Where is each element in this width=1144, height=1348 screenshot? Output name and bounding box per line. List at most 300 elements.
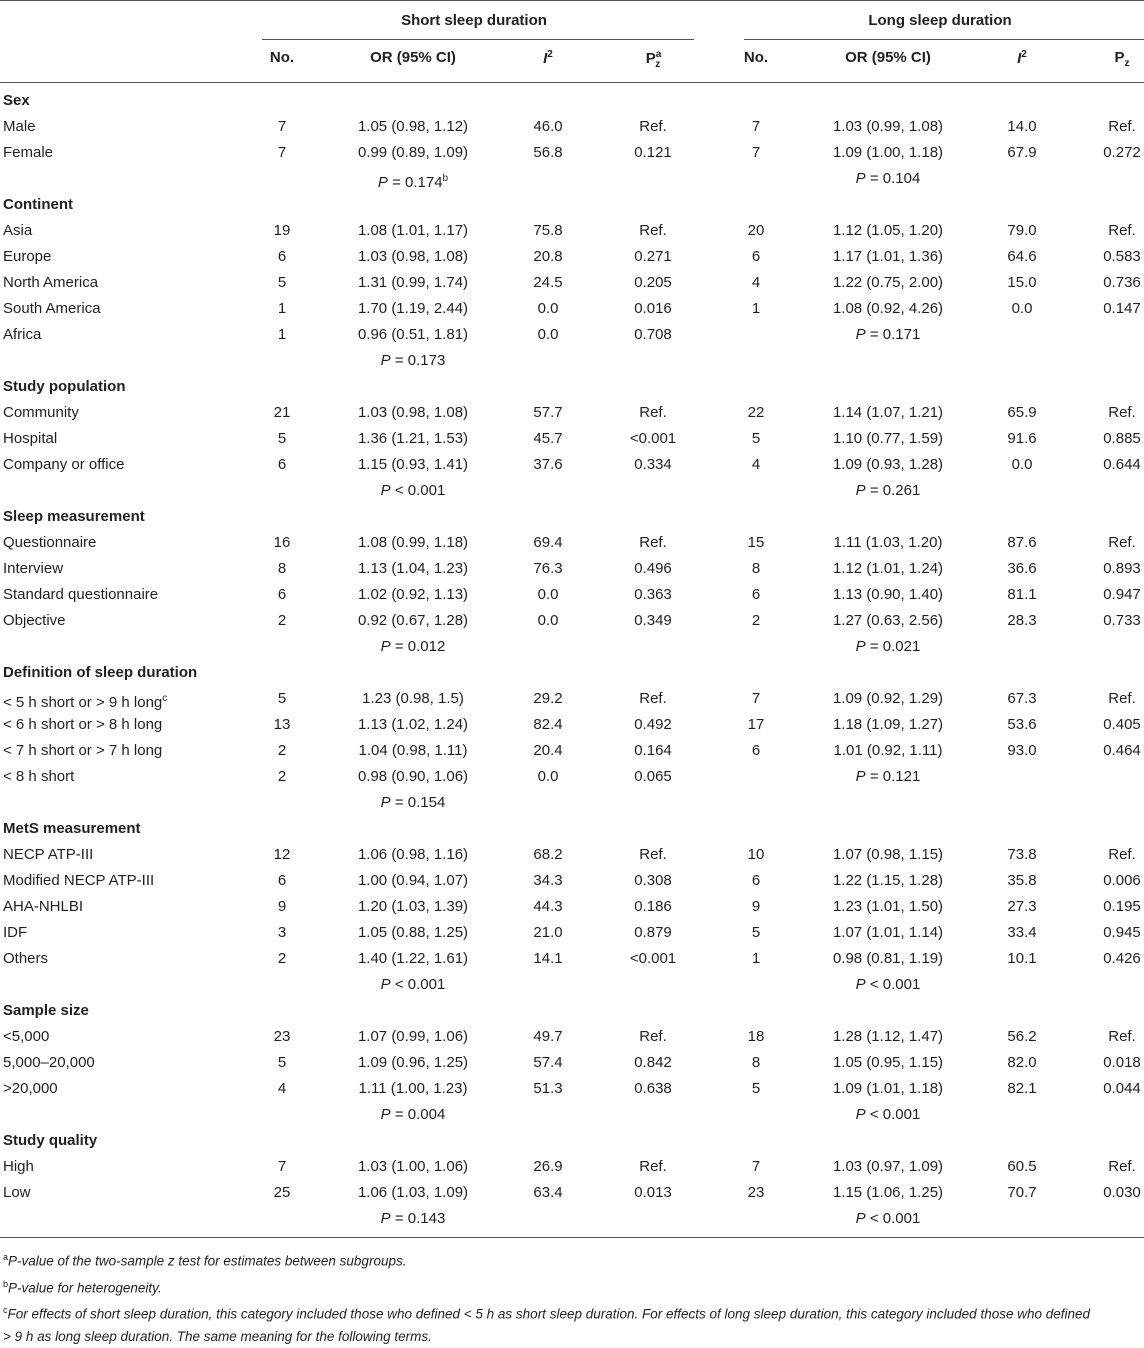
short-heterogeneity-p	[313, 634, 513, 660]
long-or: P = 0.171	[855, 326, 921, 343]
short-pz: Ref.	[639, 118, 667, 135]
col-header-long-no: No.	[743, 49, 769, 66]
short-sleep-group-title: Short sleep duration	[401, 12, 547, 29]
table-row	[0, 1076, 1144, 1102]
short-or: 0.98 (0.90, 1.06)	[357, 768, 469, 785]
long-no: 7	[751, 690, 761, 707]
short-or: 1.70 (1.19, 2.44)	[357, 300, 469, 317]
long-no: 5	[751, 430, 761, 447]
col-header-short-i2: $I^2$	[543, 49, 553, 67]
long-heterogeneity-p-text: P = 0.261	[855, 482, 921, 499]
short-i2: 46.0	[533, 118, 563, 135]
long-i2: 0.0	[1011, 456, 1033, 473]
top-rule	[0, 0, 1144, 1]
table-row	[0, 322, 1144, 348]
long-no: 10	[747, 846, 765, 863]
row-label	[3, 1050, 95, 1076]
short-pz: 0.349	[634, 612, 672, 629]
short-group-rule	[262, 39, 694, 40]
long-pz: 0.030	[1103, 1184, 1141, 1201]
short-i2: 57.7	[533, 404, 563, 421]
short-or: 0.96 (0.51, 1.81)	[357, 326, 469, 343]
table-row	[0, 1050, 1144, 1076]
long-sleep-group-title: Long sleep duration	[868, 12, 1012, 29]
long-or: 1.05 (0.95, 1.15)	[832, 1054, 944, 1071]
heterogeneity-row	[0, 348, 1144, 374]
long-i2: 36.6	[1007, 560, 1037, 577]
short-pz: 0.708	[634, 326, 672, 343]
short-i2: 20.8	[533, 248, 563, 265]
short-or: 1.13 (1.02, 1.24)	[357, 716, 469, 733]
row-label	[3, 322, 41, 348]
long-or: 1.07 (1.01, 1.14)	[832, 924, 944, 941]
row-label	[3, 530, 96, 556]
long-no: 23	[747, 1184, 765, 1201]
long-heterogeneity-p-text: P < 0.001	[855, 1106, 921, 1123]
row-label-text: Low	[3, 1184, 31, 1201]
row-label	[3, 452, 124, 478]
long-pz: 0.044	[1103, 1080, 1141, 1097]
short-i2: 20.4	[533, 742, 563, 759]
section-header-row	[0, 374, 1144, 400]
long-pz: 0.945	[1103, 924, 1141, 941]
short-no: 5	[277, 1054, 287, 1071]
long-no: 5	[751, 924, 761, 941]
long-pz: 0.583	[1103, 248, 1141, 265]
long-pz: 0.405	[1103, 716, 1141, 733]
long-i2: 28.3	[1007, 612, 1037, 629]
long-or: 1.12 (1.05, 1.20)	[832, 222, 944, 239]
long-i2: 67.3	[1007, 690, 1037, 707]
long-or: 1.12 (1.01, 1.24)	[832, 560, 944, 577]
short-pz: Ref.	[639, 404, 667, 421]
section-title: MetS measurement	[3, 820, 141, 837]
row-label-footnote-mark: c	[162, 693, 168, 704]
table-row	[0, 738, 1144, 764]
row-label	[3, 218, 32, 244]
long-i2: 91.6	[1007, 430, 1037, 447]
long-pz: Ref.	[1108, 534, 1136, 551]
row-label-text: South America	[3, 300, 101, 317]
short-no: 8	[277, 560, 287, 577]
short-i2: 0.0	[537, 326, 559, 343]
short-i2: 0.0	[537, 300, 559, 317]
long-i2: 73.8	[1007, 846, 1037, 863]
long-no: 7	[751, 144, 761, 161]
short-pz: Ref.	[639, 534, 667, 551]
short-or: 1.09 (0.96, 1.25)	[357, 1054, 469, 1071]
long-or: 1.13 (0.90, 1.40)	[832, 586, 944, 603]
long-heterogeneity-p-text: P < 0.001	[855, 976, 921, 993]
row-label	[3, 270, 98, 296]
long-i2: 87.6	[1007, 534, 1037, 551]
long-no: 7	[751, 1158, 761, 1175]
heterogeneity-row	[0, 1102, 1144, 1128]
row-label	[3, 920, 27, 946]
row-label	[3, 946, 48, 972]
table-row	[0, 400, 1144, 426]
long-heterogeneity-p	[788, 1206, 988, 1232]
section-title: Sleep measurement	[3, 508, 145, 525]
table-row	[0, 868, 1144, 894]
short-no: 2	[277, 950, 287, 967]
short-no: 7	[277, 144, 287, 161]
row-label	[3, 296, 101, 322]
footnote-b: $^b$P-value for heterogeneity.	[3, 1278, 162, 1295]
short-or: 1.08 (1.01, 1.17)	[357, 222, 469, 239]
short-no: 6	[277, 586, 287, 603]
footnote-c: $^c$For effects of short sleep duration, this category included those who defined < 5 h as short sleep duration. For effects of long sleep duration, this category included those who defined	[3, 1305, 1091, 1322]
long-pz: Ref.	[1108, 222, 1136, 239]
long-no: 4	[751, 456, 761, 473]
short-heterogeneity-p-text: P = 0.174	[377, 174, 443, 191]
short-no: 2	[277, 742, 287, 759]
short-heterogeneity-p	[313, 1102, 513, 1128]
long-no: 1	[751, 300, 761, 317]
row-label-text: AHA-NHLBI	[3, 898, 84, 915]
short-no: 12	[273, 846, 291, 863]
section-header-row	[0, 816, 1144, 842]
section-title: Sample size	[3, 1002, 89, 1019]
short-or: 1.06 (0.98, 1.16)	[357, 846, 469, 863]
table-row	[0, 1024, 1144, 1050]
row-label-text: Female	[3, 144, 54, 161]
row-label	[3, 1180, 31, 1206]
long-heterogeneity-p	[788, 478, 988, 504]
section-header-row	[0, 504, 1144, 530]
section-title: Study population	[3, 378, 126, 395]
long-no: 9	[751, 898, 761, 915]
short-pz: 0.879	[634, 924, 672, 941]
long-or: 1.03 (0.99, 1.08)	[832, 118, 944, 135]
row-label-text: Asia	[3, 222, 33, 239]
long-pz: 0.272	[1103, 144, 1141, 161]
short-or: 0.99 (0.89, 1.09)	[357, 144, 469, 161]
header-rule	[0, 82, 1144, 83]
row-label-text: IDF	[3, 924, 28, 941]
long-i2: 79.0	[1007, 222, 1037, 239]
row-label	[3, 582, 158, 608]
table-row	[0, 1180, 1144, 1206]
table-row	[0, 426, 1144, 452]
row-label	[3, 1024, 49, 1050]
section-title: Continent	[3, 196, 73, 213]
row-label	[3, 426, 57, 452]
short-or: 1.03 (0.98, 1.08)	[357, 404, 469, 421]
short-i2: 82.4	[533, 716, 563, 733]
long-or: 1.22 (1.15, 1.28)	[832, 872, 944, 889]
short-no: 19	[273, 222, 291, 239]
short-pz: 0.121	[634, 144, 672, 161]
col-header-long-i2: $I^2$	[1017, 49, 1027, 67]
heterogeneity-row	[0, 790, 1144, 816]
long-pz: 0.644	[1103, 456, 1141, 473]
short-pz: 0.013	[634, 1184, 672, 1201]
row-label	[3, 738, 162, 764]
row-label-text: Africa	[3, 326, 42, 343]
long-heterogeneity-p-text: P = 0.104	[855, 170, 921, 187]
long-or: 1.28 (1.12, 1.47)	[832, 1028, 944, 1045]
short-or: 1.11 (1.00, 1.23)	[358, 1080, 468, 1097]
short-or: 1.03 (1.00, 1.06)	[357, 1158, 469, 1175]
table-row	[0, 218, 1144, 244]
short-pz: <0.001	[629, 950, 677, 967]
long-or: 1.03 (0.97, 1.09)	[832, 1158, 944, 1175]
row-label-text: Modified NECP ATP-III	[3, 872, 155, 889]
short-heterogeneity-p	[313, 790, 513, 816]
long-i2: 35.8	[1007, 872, 1037, 889]
short-no: 6	[277, 248, 287, 265]
short-pz: 0.334	[634, 456, 672, 473]
short-i2: 14.1	[533, 950, 563, 967]
section-header-row	[0, 998, 1144, 1024]
table-row	[0, 530, 1144, 556]
col-header-short-pz: $P^a_z$	[645, 49, 662, 70]
footnote-c-cont: > 9 h as long sleep duration. The same meaning for the following terms.	[3, 1328, 432, 1344]
row-label-text: Community	[3, 404, 79, 421]
long-i2: 82.1	[1007, 1080, 1037, 1097]
long-i2: 93.0	[1007, 742, 1037, 759]
short-i2: 0.0	[537, 586, 559, 603]
long-pz: Ref.	[1108, 846, 1136, 863]
long-or: 1.01 (0.92, 1.11)	[833, 742, 943, 759]
short-heterogeneity-p-text: P < 0.001	[380, 976, 446, 993]
short-i2: 37.6	[533, 456, 563, 473]
short-i2: 0.0	[537, 768, 559, 785]
long-i2: 65.9	[1007, 404, 1037, 421]
long-or: 1.11 (1.03, 1.20)	[833, 534, 943, 551]
short-pz: 0.271	[634, 248, 672, 265]
row-label-text: Interview	[3, 560, 64, 577]
short-i2: 34.3	[533, 872, 563, 889]
short-no: 9	[277, 898, 287, 915]
short-no: 2	[277, 768, 287, 785]
long-i2: 33.4	[1007, 924, 1037, 941]
short-heterogeneity-p-footnote-mark: b	[442, 173, 449, 184]
long-or: 1.09 (0.93, 1.28)	[832, 456, 944, 473]
short-or: 1.36 (1.21, 1.53)	[357, 430, 469, 447]
long-or: 1.17 (1.01, 1.36)	[832, 248, 944, 265]
long-heterogeneity-p	[788, 166, 988, 192]
short-or: 1.03 (0.98, 1.08)	[357, 248, 469, 265]
short-no: 1	[277, 326, 287, 343]
short-pz: 0.363	[634, 586, 672, 603]
short-or: 1.06 (1.03, 1.09)	[357, 1184, 469, 1201]
long-no: 8	[751, 560, 761, 577]
table-row	[0, 842, 1144, 868]
row-label	[3, 764, 74, 790]
short-pz: 0.492	[634, 716, 672, 733]
short-no: 5	[277, 274, 287, 291]
short-heterogeneity-p	[313, 478, 513, 504]
short-pz: Ref.	[639, 1158, 667, 1175]
long-or: 1.23 (1.01, 1.50)	[832, 898, 944, 915]
short-i2: 76.3	[533, 560, 563, 577]
long-or: 1.15 (1.06, 1.25)	[832, 1184, 944, 1201]
long-no: 7	[751, 118, 761, 135]
long-no: 6	[751, 248, 761, 265]
row-label	[3, 114, 36, 140]
long-pz: Ref.	[1108, 690, 1136, 707]
long-heterogeneity-p	[788, 1102, 988, 1128]
table-row	[0, 686, 1144, 712]
long-i2: 64.6	[1007, 248, 1037, 265]
row-label-text: Questionnaire	[3, 534, 97, 551]
short-i2: 75.8	[533, 222, 563, 239]
long-or: 1.14 (1.07, 1.21)	[832, 404, 944, 421]
long-no: 6	[751, 586, 761, 603]
long-i2: 60.5	[1007, 1158, 1037, 1175]
short-no: 13	[273, 716, 291, 733]
short-or: 1.20 (1.03, 1.39)	[357, 898, 469, 915]
long-pz: 0.147	[1103, 300, 1141, 317]
long-pz: 0.893	[1103, 560, 1141, 577]
short-or: 1.00 (0.94, 1.07)	[357, 872, 469, 889]
short-heterogeneity-p-text: P = 0.004	[380, 1106, 446, 1123]
row-label-text: Objective	[3, 612, 66, 629]
short-no: 2	[277, 612, 287, 629]
row-label	[3, 1154, 34, 1180]
row-label-text: >20,000	[3, 1080, 58, 1097]
long-or: 0.98 (0.81, 1.19)	[832, 950, 944, 967]
bottom-rule	[0, 1237, 1144, 1238]
long-i2: 70.7	[1007, 1184, 1037, 1201]
short-i2: 57.4	[533, 1054, 563, 1071]
row-label-text: North America	[3, 274, 99, 291]
table-row	[0, 556, 1144, 582]
table-row	[0, 764, 1144, 790]
long-or: 1.27 (0.63, 2.56)	[832, 612, 944, 629]
short-no: 5	[277, 430, 287, 447]
short-i2: 45.7	[533, 430, 563, 447]
row-label	[3, 894, 83, 920]
row-label	[3, 608, 66, 634]
row-label	[3, 244, 51, 270]
section-title: Study quality	[3, 1132, 98, 1149]
short-pz: 0.308	[634, 872, 672, 889]
long-pz: 0.464	[1103, 742, 1141, 759]
row-label-text: < 6 h short or > 8 h long	[3, 716, 163, 733]
table-row	[0, 712, 1144, 738]
short-pz: Ref.	[639, 1028, 667, 1045]
table-row	[0, 296, 1144, 322]
long-i2: 81.1	[1007, 586, 1037, 603]
short-i2: 21.0	[533, 924, 563, 941]
short-pz: 0.186	[634, 898, 672, 915]
short-no: 7	[277, 1158, 287, 1175]
footnote-a: $^a$P-value of the two-sample z test for estimates between subgroups.	[3, 1252, 407, 1269]
short-heterogeneity-p-text: P < 0.001	[380, 482, 446, 499]
long-i2: 82.0	[1007, 1054, 1037, 1071]
long-or: 1.09 (0.92, 1.29)	[832, 690, 944, 707]
short-no: 16	[273, 534, 291, 551]
long-no: 20	[747, 222, 765, 239]
short-no: 4	[277, 1080, 287, 1097]
table-row	[0, 946, 1144, 972]
row-label-text: < 7 h short or > 7 h long	[3, 742, 163, 759]
row-label-text: Others	[3, 950, 49, 967]
short-pz: 0.205	[634, 274, 672, 291]
long-or: 1.09 (1.01, 1.18)	[832, 1080, 944, 1097]
long-i2: 0.0	[1011, 300, 1033, 317]
long-pz: 0.885	[1103, 430, 1141, 447]
section-header-row	[0, 1128, 1144, 1154]
long-or: 1.22 (0.75, 2.00)	[832, 274, 944, 291]
short-heterogeneity-p-text: P = 0.012	[380, 638, 446, 655]
short-heterogeneity-p-text: P = 0.173	[380, 352, 446, 369]
short-pz: Ref.	[639, 222, 667, 239]
short-no: 21	[273, 404, 291, 421]
short-or: 1.13 (1.04, 1.23)	[357, 560, 469, 577]
long-no: 2	[751, 612, 761, 629]
short-i2: 51.3	[533, 1080, 563, 1097]
row-label	[3, 842, 93, 868]
short-or: 1.15 (0.93, 1.41)	[357, 456, 469, 473]
section-header-row	[0, 88, 1144, 114]
heterogeneity-row	[0, 972, 1144, 998]
col-header-short-no: No.	[269, 49, 295, 66]
long-pz: 0.733	[1103, 612, 1141, 629]
short-pz: <0.001	[629, 430, 677, 447]
long-i2: 27.3	[1007, 898, 1037, 915]
row-label-text: Company or office	[3, 456, 125, 473]
short-no: 25	[273, 1184, 291, 1201]
short-or: 0.92 (0.67, 1.28)	[357, 612, 469, 629]
long-heterogeneity-p	[788, 972, 988, 998]
long-group-rule	[744, 39, 1144, 40]
long-no: 8	[751, 1054, 761, 1071]
short-or: 1.04 (0.98, 1.11)	[358, 742, 468, 759]
long-no: 17	[747, 716, 765, 733]
short-no: 7	[277, 118, 287, 135]
short-heterogeneity-p	[313, 972, 513, 998]
footnotes	[3, 1246, 1143, 1348]
short-or: 1.40 (1.22, 1.61)	[357, 950, 469, 967]
row-label	[3, 868, 154, 894]
row-label-text: <5,000	[3, 1028, 50, 1045]
row-label-text: Hospital	[3, 430, 58, 447]
short-pz: 0.842	[634, 1054, 672, 1071]
section-title: Sex	[3, 92, 30, 109]
section-header-row	[0, 192, 1144, 218]
col-header-long-or: OR (95% CI)	[845, 49, 931, 66]
table-row	[0, 140, 1144, 166]
short-pz: 0.638	[634, 1080, 672, 1097]
short-i2: 69.4	[533, 534, 563, 551]
short-no: 1	[277, 300, 287, 317]
long-heterogeneity-p-text: P < 0.001	[855, 1210, 921, 1227]
long-pz: 0.736	[1103, 274, 1141, 291]
short-i2: 26.9	[533, 1158, 563, 1175]
table-row	[0, 582, 1144, 608]
long-pz: Ref.	[1108, 404, 1136, 421]
long-pz: 0.947	[1103, 586, 1141, 603]
long-i2: 10.1	[1007, 950, 1037, 967]
row-label	[3, 1076, 58, 1102]
row-label-text: High	[3, 1158, 34, 1175]
long-pz: 0.006	[1103, 872, 1141, 889]
short-no: 3	[277, 924, 287, 941]
long-pz: Ref.	[1108, 1158, 1136, 1175]
short-or: 1.02 (0.92, 1.13)	[357, 586, 469, 603]
long-i2: 14.0	[1007, 118, 1037, 135]
row-label	[3, 712, 162, 738]
long-no: 22	[747, 404, 765, 421]
short-heterogeneity-p	[313, 348, 513, 374]
row-label-text: < 8 h short	[3, 768, 75, 785]
long-i2: 53.6	[1007, 716, 1037, 733]
short-i2: 56.8	[533, 144, 563, 161]
